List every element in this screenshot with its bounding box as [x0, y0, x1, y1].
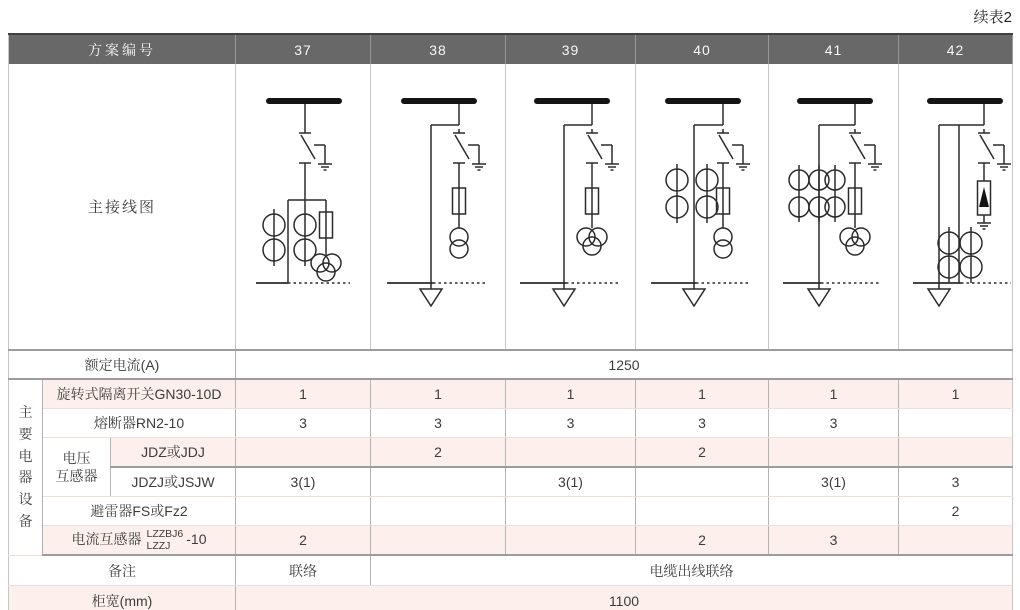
ct-label: 电流互感器 LZZBJ6 LZZJ -10: [43, 526, 236, 556]
equipment-row-arrester: [9, 497, 1013, 526]
value-cell: 3(1): [236, 467, 371, 497]
value-cell: 2: [236, 526, 371, 556]
value-cell: 3: [899, 467, 1013, 497]
remarks-label: 备注: [9, 555, 236, 586]
value-cell: 3(1): [506, 467, 636, 497]
value-cell: 3: [506, 409, 636, 438]
value-cell: [899, 526, 1013, 556]
value-cell: 1: [769, 379, 899, 409]
value-cell: [769, 497, 899, 526]
rated-current-value: 1250: [236, 350, 1013, 379]
equipment-row-disconnector: [9, 379, 1013, 409]
rated-current-label: 额定电流(A): [9, 350, 236, 379]
value-cell: [371, 526, 506, 556]
value-cell: 3(1): [769, 467, 899, 497]
value-cell: [236, 438, 371, 468]
diagram-cell-41: [769, 64, 899, 350]
remarks-scheme-37: 联络: [236, 555, 371, 586]
value-cell: 3: [769, 526, 899, 556]
value-cell: [636, 467, 769, 497]
value-cell: 1: [236, 379, 371, 409]
wiring-diagram-37: [238, 67, 369, 347]
value-cell: [506, 438, 636, 468]
cabinet-width-label: 柜宽(mm): [9, 586, 236, 610]
cabinet-width-row: [9, 586, 1013, 610]
wiring-diagram-40: [637, 67, 768, 347]
value-cell: [371, 467, 506, 497]
value-cell: [899, 438, 1013, 468]
value-cell: [506, 526, 636, 556]
value-cell: [506, 497, 636, 526]
value-cell: 1: [506, 379, 636, 409]
equipment-side-label: 主要电器设备: [9, 379, 43, 555]
scheme-number-header: 方案编号: [9, 34, 236, 64]
wiring-diagram-38: [373, 67, 504, 347]
value-cell: 1: [636, 379, 769, 409]
diagram-cell-37: [236, 64, 371, 350]
remarks-row: [9, 555, 1013, 586]
diagram-cell-40: [636, 64, 769, 350]
pt-jdzj-label: JDZJ或JSJW: [111, 467, 236, 497]
rated-current-row: [9, 350, 1013, 379]
value-cell: 2: [371, 438, 506, 468]
wiring-diagram-42: [899, 67, 1020, 347]
value-cell: 2: [899, 497, 1013, 526]
equipment-row-ct: [9, 526, 1013, 556]
value-cell: 3: [769, 409, 899, 438]
table-caption: 续表2: [973, 9, 1012, 26]
wiring-diagram-41: [769, 67, 900, 347]
equipment-row-pt-jdzj: [9, 467, 1013, 497]
pt-jdz-label: JDZ或JDJ: [111, 438, 236, 468]
diagram-row: [9, 64, 1013, 350]
scheme-39-header: 39: [506, 34, 636, 64]
cabinet-width-value: 1100: [236, 586, 1013, 610]
scheme-41-header: 41: [769, 34, 899, 64]
scheme-42-header: 42: [899, 34, 1013, 64]
voltage-transformer-group-label: 电压 互感器: [43, 438, 111, 497]
value-cell: 3: [371, 409, 506, 438]
equipment-row-fuse: [9, 409, 1013, 438]
value-cell: [769, 438, 899, 468]
value-cell: [899, 409, 1013, 438]
remarks-schemes-38-42: 电缆出线联络: [371, 555, 1013, 586]
diagram-cell-39: [506, 64, 636, 350]
value-cell: 1: [899, 379, 1013, 409]
equipment-row-pt-jdz: [9, 438, 1013, 468]
value-cell: 1: [371, 379, 506, 409]
scheme-40-header: 40: [636, 34, 769, 64]
diagram-cell-42: [899, 64, 1013, 350]
scheme-38-header: 38: [371, 34, 506, 64]
value-cell: 3: [636, 409, 769, 438]
disconnector-label: 旋转式隔离开关GN30-10D: [43, 379, 236, 409]
value-cell: 3: [236, 409, 371, 438]
value-cell: 2: [636, 438, 769, 468]
value-cell: 2: [636, 526, 769, 556]
value-cell: [636, 497, 769, 526]
value-cell: [236, 497, 371, 526]
diagram-row-label: 主接线图: [9, 64, 236, 350]
diagram-cell-38: [371, 64, 506, 350]
wiring-diagram-39: [506, 67, 637, 347]
fuse-label: 熔断器RN2-10: [43, 409, 236, 438]
header-row: [9, 34, 1013, 64]
value-cell: [371, 497, 506, 526]
arrester-label: 避雷器FS或Fz2: [43, 497, 236, 526]
continuation-table: [8, 33, 1013, 610]
scheme-37-header: 37: [236, 34, 371, 64]
